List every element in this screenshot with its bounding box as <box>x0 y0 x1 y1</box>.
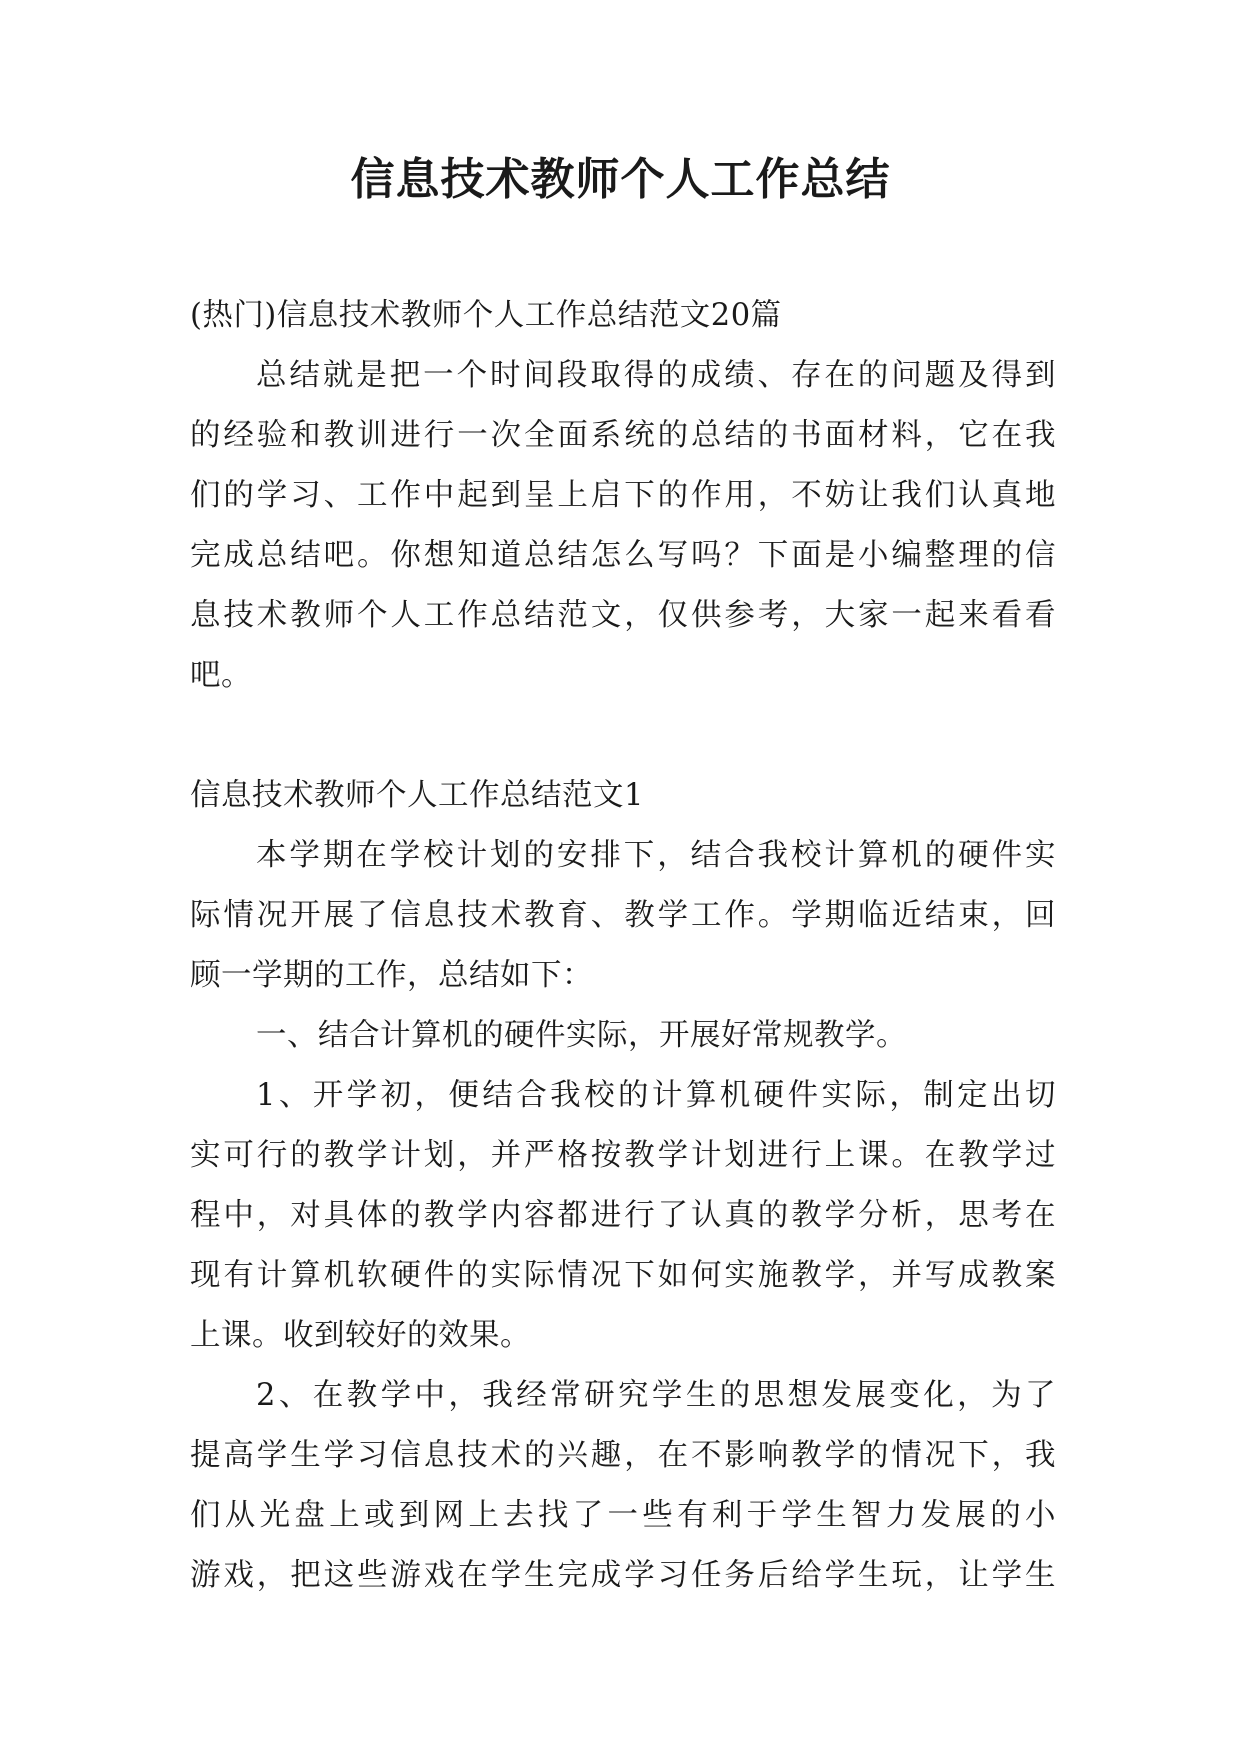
subtitle-line: (热门)信息技术教师个人工作总结范文20篇 <box>190 298 782 333</box>
paragraph-line: 游戏，把这些游戏在学生完成学习任务后给学生玩，让学生 <box>190 1558 1056 1593</box>
paragraph-line: 总结就是把一个时间段取得的成绩、存在的问题及得到 <box>256 358 1056 393</box>
paragraph-line: 息技术教师个人工作总结范文，仅供参考，大家一起来看看 <box>190 598 1056 633</box>
paragraph-line: 1、开学初，便结合我校的计算机硬件实际，制定出切 <box>256 1078 1056 1113</box>
paragraph-line: 们的学习、工作中起到呈上启下的作用，不妨让我们认真地 <box>190 478 1056 513</box>
point-heading: 一、结合计算机的硬件实际，开展好常规教学。 <box>256 1018 907 1053</box>
paragraph-line: 吧。 <box>190 658 252 693</box>
paragraph-line: 的经验和教训进行一次全面系统的总结的书面材料，它在我 <box>190 418 1056 453</box>
paragraph-line: 提高学生学习信息技术的兴趣，在不影响教学的情况下，我 <box>190 1438 1056 1473</box>
paragraph-line: 程中，对具体的教学内容都进行了认真的教学分析，思考在 <box>190 1198 1056 1233</box>
paragraph-line: 们从光盘上或到网上去找了一些有利于学生智力发展的小 <box>190 1498 1056 1533</box>
section-heading: 信息技术教师个人工作总结范文1 <box>190 778 644 813</box>
paragraph-line: 现有计算机软硬件的实际情况下如何实施教学，并写成教案 <box>190 1258 1056 1293</box>
paragraph-line: 际情况开展了信息技术教育、教学工作。学期临近结束，回 <box>190 898 1056 933</box>
paragraph-line: 上课。收到较好的效果。 <box>190 1318 531 1353</box>
document-body <box>190 286 1056 1606</box>
paragraph-line: 2、在教学中，我经常研究学生的思想发展变化，为了 <box>256 1378 1056 1413</box>
blank-line <box>190 706 1056 766</box>
paragraph-line: 本学期在学校计划的安排下，结合我校计算机的硬件实 <box>256 838 1056 873</box>
document-title: 信息技术教师个人工作总结 <box>350 154 891 205</box>
paragraph-line: 实可行的教学计划，并严格按教学计划进行上课。在教学过 <box>190 1138 1056 1173</box>
paragraph-line: 完成总结吧。你想知道总结怎么写吗？下面是小编整理的信 <box>190 538 1056 573</box>
paragraph-line: 顾一学期的工作，总结如下： <box>190 958 593 993</box>
